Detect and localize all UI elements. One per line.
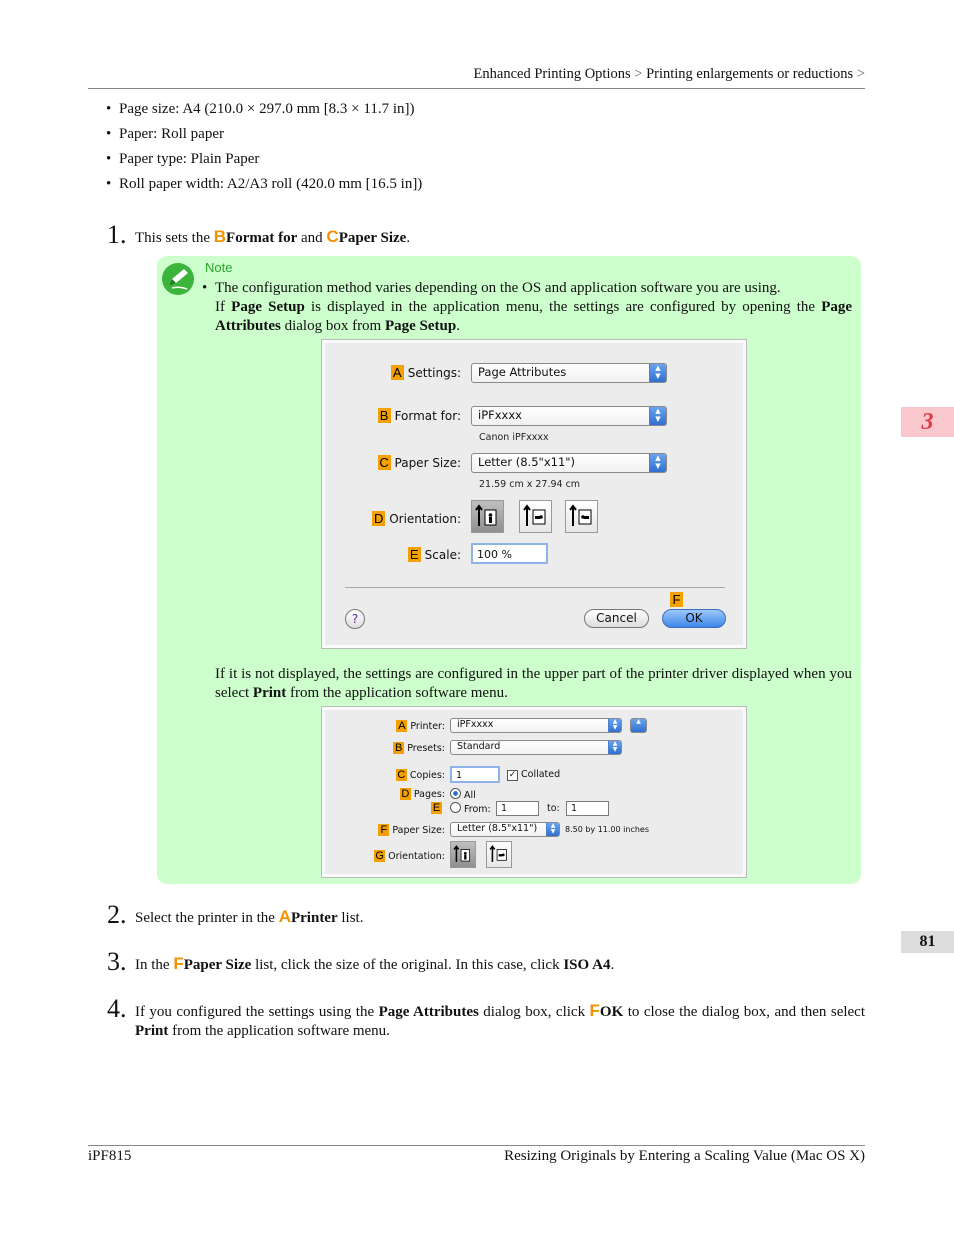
radio-selected-icon (450, 788, 461, 799)
radio-icon (450, 802, 461, 813)
step-number: 4. (107, 994, 127, 1023)
format-sub: Canon iPFxxxx (479, 432, 549, 443)
expand-button[interactable] (630, 718, 647, 733)
scale-input[interactable]: 100 % (471, 543, 548, 564)
portrait-icon (451, 842, 475, 867)
scale-label: Scale: (424, 548, 461, 562)
chevron-updown-icon: ▲ ▼ (649, 364, 666, 382)
pages-all-radio[interactable]: All (450, 788, 476, 801)
presets-select[interactable]: Standard ▲ ▼ (450, 740, 622, 755)
header-sep-end: > (856, 66, 865, 82)
list-item: • Page size: A4 (210.0 × 297.0 mm [8.3 × 11.7 in]) (106, 101, 415, 117)
paper-size-label: Paper Size: (392, 825, 445, 836)
header-sep: > (634, 66, 643, 82)
callout-letter: C (379, 455, 389, 470)
orientation-landscape-button[interactable] (519, 500, 552, 533)
settings-select[interactable]: Page Attributes ▲ ▼ (471, 363, 667, 383)
checkmark-icon: ✓ (508, 770, 517, 780)
callout-letter: A (398, 720, 406, 732)
note-paragraph: If Page Setup is displayed in the application menu, the settings are configured by opening the Page Attributes dialog box from Page Setup. (215, 299, 853, 334)
landscape-reverse-icon (566, 501, 597, 532)
page-attributes-dialog (322, 340, 746, 648)
note-label: Note (205, 260, 233, 275)
list-item: • Roll paper width: A2/A3 roll (420.0 mm [16.5 in]) (106, 176, 423, 192)
callout-letter: C (326, 227, 339, 246)
callout-letter: A (278, 907, 291, 926)
collated-checkbox[interactable]: ✓ Collated (508, 769, 561, 780)
step-1-text: This sets the BFormat for and CPaper Size. (135, 227, 411, 246)
copies-input[interactable]: 1 (450, 766, 500, 783)
to-label: to: (547, 803, 560, 814)
callout-letter: G (375, 850, 384, 862)
printer-label: Printer: (410, 721, 445, 732)
orientation-label: Orientation: (388, 851, 445, 862)
step-number: 2. (107, 900, 127, 929)
pages-from-radio[interactable]: From: (450, 802, 491, 815)
chevron-updown-icon: ▲ ▼ (649, 407, 666, 425)
callout-letter: E (432, 802, 441, 814)
landscape-icon (487, 842, 511, 867)
chevron-updown-icon: ▲ ▼ (608, 719, 621, 732)
callout-letter: F (173, 954, 184, 973)
orientation-landscape-reverse-button[interactable] (565, 500, 598, 533)
orientation-portrait-button[interactable] (450, 841, 476, 868)
pencil-note-icon (161, 262, 195, 296)
step-number: 3. (107, 947, 127, 976)
header-subsection: Printing enlargements or reductions (646, 66, 854, 82)
callout-letter: A (391, 365, 404, 380)
chevron-updown-icon: ▲ ▼ (608, 741, 621, 754)
paper-size-label: Paper Size: (394, 456, 461, 470)
note-bullet: • The configuration method varies depending on the OS and application software you are using. (202, 280, 781, 296)
cancel-button[interactable]: Cancel (584, 609, 649, 628)
callout-letter: D (374, 511, 384, 526)
note-paragraph-2: If it is not displayed, the settings are configured in the upper part of the printer driver displayed when you select Print from the application software menu. (215, 666, 852, 701)
presets-label: Presets: (407, 743, 445, 754)
format-for-select[interactable]: iPFxxxx ▲ ▼ (471, 406, 667, 426)
step-3-text: In the FPaper Size list, click the size of the original. In this case, click ISO A4. (135, 954, 615, 973)
paper-size-sub: 21.59 cm x 27.94 cm (479, 479, 581, 490)
callout-letter: F (670, 592, 683, 607)
paper-size-sub: 8.50 by 11.00 inches (565, 825, 650, 834)
page-number: 81 (901, 931, 954, 953)
paper-size-select[interactable]: Letter (8.5"x11") ▲ ▼ (471, 453, 667, 473)
header-section: Enhanced Printing Options (473, 66, 631, 82)
from-input[interactable]: 1 (496, 801, 539, 816)
callout-letter: B (378, 408, 391, 423)
help-button[interactable]: ? (345, 609, 365, 629)
step-4-text: If you configured the settings using the Page Attributes dialog box, click FOK to close the dialog box, and then select Print from the application software menu. (135, 1001, 866, 1039)
printer-select[interactable]: iPFxxxx ▲ ▼ (450, 718, 622, 733)
callout-letter: E (408, 547, 421, 562)
chevron-updown-icon: ▲ ▼ (546, 823, 559, 836)
orientation-label: Orientation: (389, 512, 461, 526)
divider (345, 587, 725, 588)
chevron-updown-icon: ▲ ▼ (649, 454, 666, 472)
bullet-text: Paper: Roll paper (119, 126, 224, 142)
callout-letter: B (395, 742, 403, 754)
bullet-text: Paper type: Plain Paper (119, 151, 260, 167)
footer (88, 1145, 865, 1165)
footer-title: Resizing Originals by Entering a Scaling Value (Mac OS X) (504, 1148, 865, 1164)
copies-label: Copies: (409, 770, 445, 781)
callout-letter: B (213, 227, 227, 246)
callout-letter: F (378, 824, 389, 836)
to-input[interactable]: 1 (566, 801, 609, 816)
landscape-icon (520, 501, 551, 532)
callout-letter: F (589, 1001, 600, 1020)
print-dialog (322, 707, 746, 877)
chapter-tab[interactable]: 3 (901, 407, 954, 437)
step-number: 1. (107, 220, 127, 249)
bullet-text: Page size: A4 (210.0 × 297.0 mm [8.3 × 11.7 in]) (119, 101, 415, 117)
bullet-text: Roll paper width: A2/A3 roll (420.0 mm [16.5 in]) (119, 176, 423, 192)
orientation-landscape-button[interactable] (486, 841, 512, 868)
callout-letter: D (401, 788, 410, 800)
list-item: • Paper: Roll paper (106, 126, 224, 142)
footer-model: iPF815 (88, 1148, 132, 1164)
pages-label: Pages: (413, 789, 445, 800)
format-for-label: Format for: (394, 409, 461, 423)
disclosure-up-icon: ▲ (631, 719, 646, 732)
paper-size-select[interactable]: Letter (8.5"x11") ▲ ▼ (450, 822, 560, 837)
ok-button[interactable]: OK (662, 609, 726, 628)
portrait-icon (472, 501, 503, 532)
running-header (88, 66, 865, 89)
list-item: • Paper type: Plain Paper (106, 151, 260, 167)
step-2-text: Select the printer in the APrinter list. (135, 907, 364, 926)
orientation-portrait-button[interactable] (471, 500, 504, 533)
callout-letter: C (397, 769, 406, 781)
settings-label: Settings: (407, 366, 461, 380)
